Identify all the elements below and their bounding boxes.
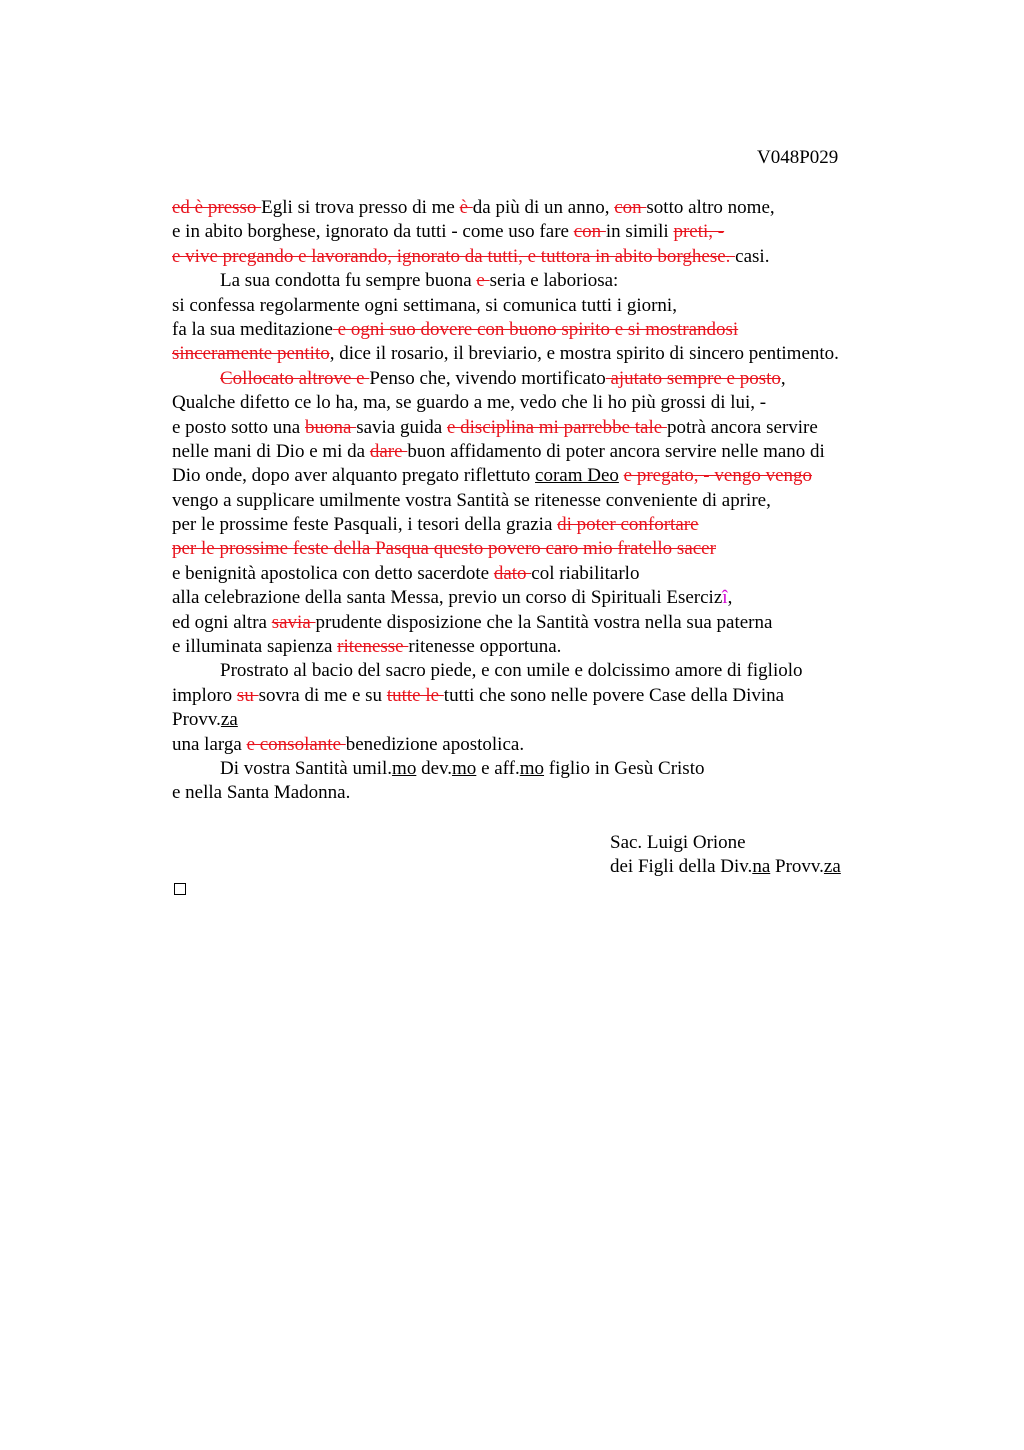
text-line <box>172 781 912 805</box>
checkbox-icon[interactable] <box>174 883 186 895</box>
text-segment: potrà ancora servire <box>666 416 818 438</box>
text-segment: Prostrato al bacio del sacro piede, e con umile e dolcissimo amore di figliolo <box>220 660 803 682</box>
text-segment: savia guida <box>356 416 447 438</box>
text-line <box>610 831 841 855</box>
text-line <box>172 537 912 561</box>
text-segment: e nella Santa Madonna. <box>172 782 351 804</box>
deleted-text: savia <box>271 611 316 633</box>
deleted-text: Collocato altrove e <box>220 367 370 389</box>
text-segment: sotto altro nome, <box>646 197 775 218</box>
text-segment: e illuminata sapienza <box>172 636 338 658</box>
text-segment: una larga <box>172 733 247 755</box>
text-segment: e in abito borghese, ignorato da tutti - come uso fare <box>172 221 574 243</box>
text-line <box>172 757 912 781</box>
text-line <box>172 733 912 757</box>
deleted-text: ed è presso <box>172 197 262 218</box>
text-segment: seria e laboriosa: <box>489 270 619 292</box>
text-segment: si confessa regolarmente ogni settimana, si comunica tutti i giorni, <box>172 294 677 316</box>
text-segment: prudente disposizione che la Santità vostra nella sua paterna <box>315 611 773 633</box>
text-segment: , <box>727 587 733 609</box>
text-line <box>172 391 912 415</box>
document-id: V048P029 <box>757 147 839 168</box>
deleted-text: dato <box>493 562 532 584</box>
text-line <box>172 440 912 464</box>
underlined-text: mo <box>392 757 417 779</box>
deleted-text: e vive pregando e lavorando, ignorato da tutti, e tuttora in abito borghese. <box>172 245 736 267</box>
text-segment: dei Figli della Div. <box>610 856 753 878</box>
deleted-text: e disciplina mi parrebbe tale <box>446 416 667 438</box>
text-line <box>172 367 912 391</box>
deleted-text: buona <box>305 416 357 438</box>
underlined-text: mo <box>519 757 545 779</box>
deleted-text: sinceramente pentito <box>172 343 330 365</box>
text-line <box>172 489 912 513</box>
underlined-text: coram Deo <box>535 465 619 487</box>
text-line <box>172 562 912 586</box>
text-segment: Dio onde, dopo aver alquanto pregato riflettuto <box>172 465 536 487</box>
text-line <box>172 245 912 269</box>
deleted-text: e ogni suo dovere con buono spirito e si mostrandosi <box>332 318 739 340</box>
text-segment: vengo a supplicare umilmente vostra Santità se ritenesse conveniente di aprire, <box>172 489 771 511</box>
underlined-text: na <box>752 856 771 878</box>
text-line <box>172 196 912 220</box>
deleted-text: e consolante <box>246 733 346 755</box>
deleted-text: dare <box>369 440 408 462</box>
underlined-text: za <box>220 709 238 731</box>
deleted-text: ritenesse <box>337 636 409 658</box>
text-segment: col riabilitarlo <box>531 562 640 584</box>
text-segment: Egli si trova presso di me <box>261 197 460 218</box>
text-segment: ritenesse opportuna. <box>408 636 562 658</box>
text-line <box>172 269 912 293</box>
text-segment: e benignità apostolica con detto sacerdote <box>172 562 494 584</box>
signature-block <box>610 831 841 880</box>
text-segment: e posto sotto una <box>172 416 305 438</box>
deleted-text: è <box>459 197 473 218</box>
text-segment: , <box>780 367 786 389</box>
text-segment: Provv. <box>770 856 824 878</box>
text-segment: Provv. <box>172 709 221 731</box>
text-line <box>172 708 912 732</box>
deleted-text: tutte le <box>386 684 444 706</box>
text-line <box>172 342 912 366</box>
text-line <box>172 659 912 683</box>
deleted-text: di poter confortare <box>557 514 699 536</box>
text-segment: sovra di me e su <box>258 684 387 706</box>
text-segment: Di vostra Santità umil. <box>220 757 393 779</box>
text-line <box>172 416 912 440</box>
highlighted-character: î <box>722 587 728 609</box>
deleted-text: e <box>476 270 490 292</box>
deleted-text: e pregato, - vengo vengo <box>623 465 813 487</box>
text-segment: ed ogni altra <box>172 611 272 633</box>
deleted-text: preti, - <box>673 221 725 243</box>
underlined-text: za <box>823 856 841 878</box>
underlined-text: mo <box>452 757 477 779</box>
text-line <box>172 464 912 488</box>
text-line <box>172 611 912 635</box>
text-line <box>172 318 912 342</box>
text-segment: La sua condotta fu sempre buona <box>220 270 477 292</box>
text-segment: benedizione apostolica. <box>345 733 525 755</box>
text-segment: nelle mani di Dio e mi da <box>172 440 370 462</box>
text-segment: da più di un anno, <box>472 197 615 218</box>
deleted-text: con <box>614 197 647 218</box>
text-line <box>172 294 912 318</box>
text-segment: in simili <box>605 221 674 243</box>
text-segment: casi. <box>735 245 770 267</box>
text-line <box>172 220 912 244</box>
text-segment: Sac. Luigi Orione <box>610 832 746 853</box>
text-segment: buon affidamento di poter ancora servire nelle mano di <box>407 440 825 462</box>
text-segment: tutti che sono nelle povere Case della Divina <box>443 684 785 706</box>
letter-body <box>172 196 912 806</box>
text-segment: dev. <box>416 757 453 779</box>
text-line <box>172 635 912 659</box>
text-segment: fa la sua meditazione <box>172 318 333 340</box>
text-segment: figlio in Gesù Cristo <box>544 757 705 779</box>
text-segment: Qualche difetto ce lo ha, ma, se guardo a me, vedo che li ho più grossi di lui, - <box>172 392 767 414</box>
text-line <box>610 855 841 879</box>
text-segment: per le prossime feste Pasquali, i tesori della grazia <box>172 514 558 536</box>
text-line <box>172 684 912 708</box>
deleted-text: per le prossime feste della Pasqua questo povero caro mio fratello sacer <box>172 538 716 560</box>
deleted-text: su <box>236 684 259 706</box>
text-line <box>172 513 912 537</box>
text-segment: , dice il rosario, il breviario, e mostra spirito di sincero pentimento. <box>329 343 839 365</box>
deleted-text: con <box>573 221 606 243</box>
text-segment: imploro <box>172 684 237 706</box>
deleted-text: ajutato sempre e posto <box>605 367 781 389</box>
text-segment: alla celebrazione della santa Messa, previo un corso di Spirituali Eserciz <box>172 587 723 609</box>
text-segment: Penso che, vivendo mortificato <box>369 367 606 389</box>
text-line <box>172 586 912 610</box>
text-segment: e aff. <box>476 757 520 779</box>
